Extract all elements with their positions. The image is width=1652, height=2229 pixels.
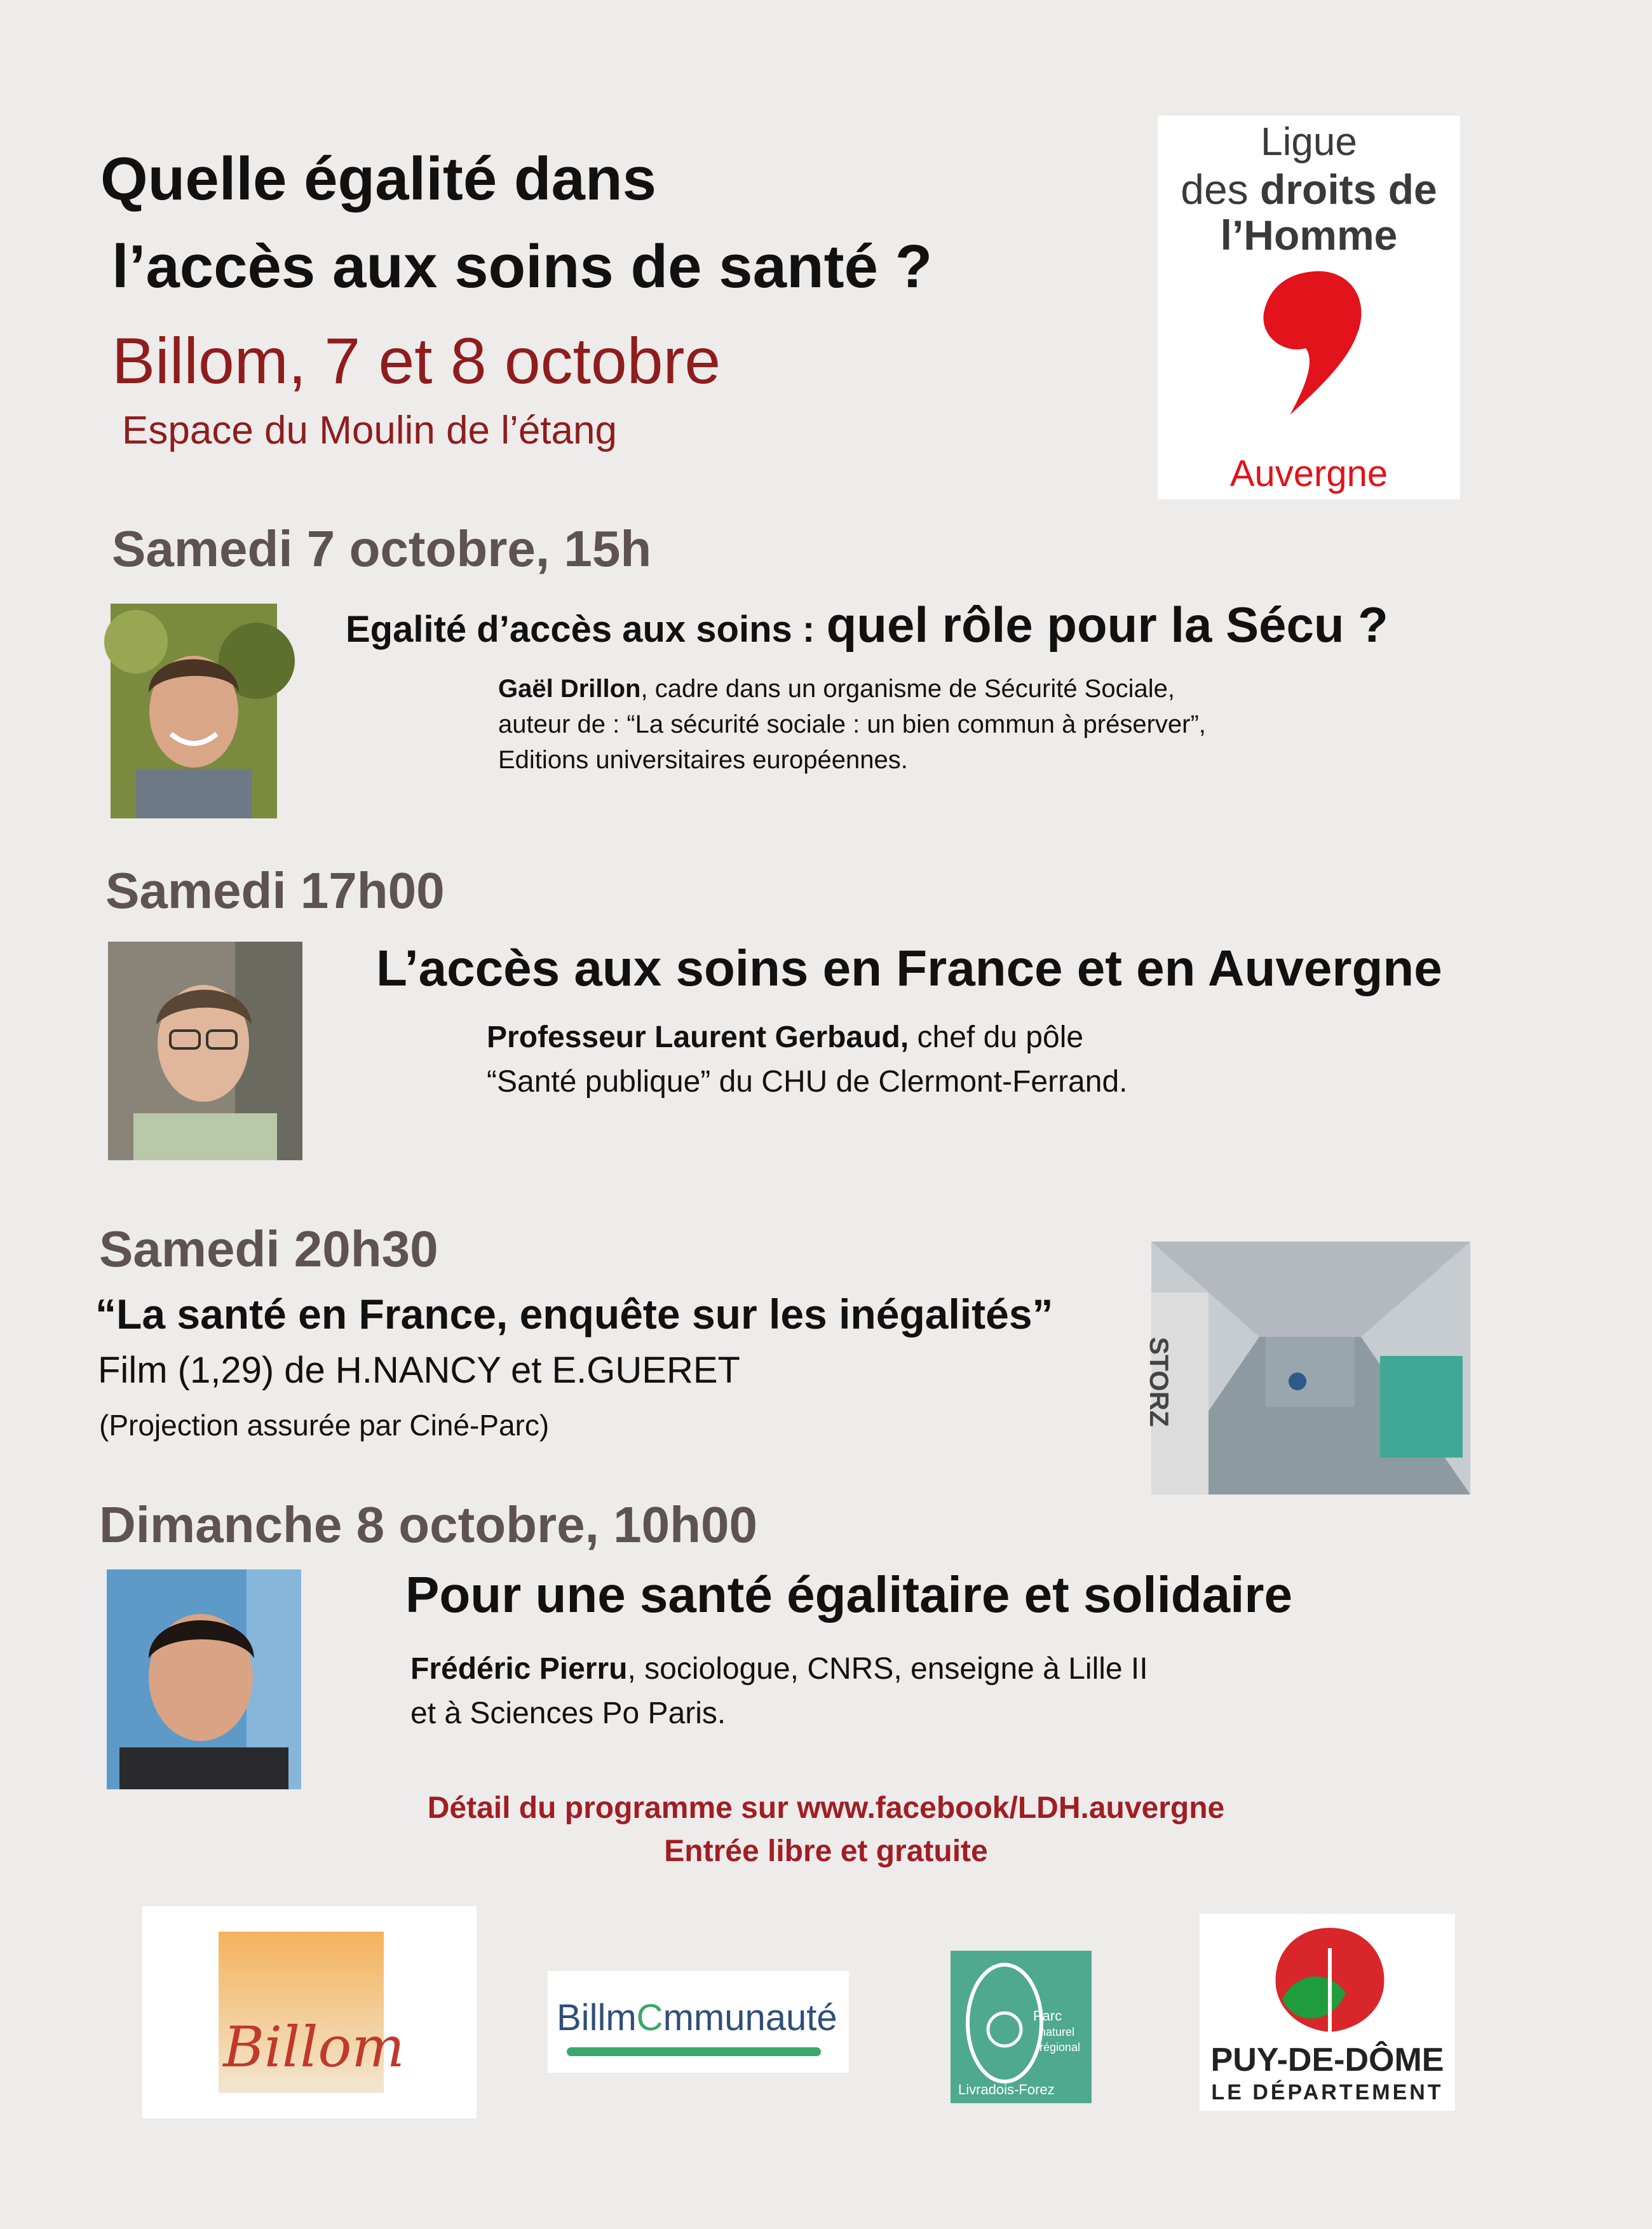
entry-free: Entrée libre et gratuite (664, 1834, 988, 1868)
session-3-film: Film (1,29) de H.NANCY et E.GUERET (98, 1350, 740, 1391)
session-2-speaker-line2: “Santé publique” du CHU de Clermont-Ferrand. (487, 1065, 1128, 1099)
session-1-speaker-line3: Editions universitaires européennes. (498, 746, 908, 774)
ldh-logo-region: Auvergne (1229, 453, 1388, 494)
session-2-time: Samedi 17h00 (105, 862, 445, 919)
ldh-logo-line3: l’Homme (1220, 212, 1398, 259)
session-2-speaker-line1 (487, 1015, 1127, 1060)
speaker-photo-drillon (111, 604, 277, 818)
session-2-topic: L’accès aux soins en France et en Auvergne (376, 940, 1442, 996)
session-3-projection: (Projection assurée par Ciné-Parc) (99, 1409, 550, 1442)
session-4-topic: Pour une santé égalitaire et solidaire (405, 1566, 1293, 1623)
session-2-speaker-name: Professeur Laurent Gerbaud, (487, 1020, 909, 1054)
ldh-logo (1158, 116, 1460, 499)
puy-de-dome-logo (1200, 1914, 1455, 2111)
session-1-speaker (498, 671, 1206, 778)
session-1-speaker-text1: , cadre dans un organisme de Sécurité Sociale, (640, 675, 1175, 703)
session-1-topic (346, 596, 1388, 668)
parc-text-3: régional (1039, 2041, 1081, 2054)
session-1-speaker-line2: auteur de : “La sécurité sociale : un bien commun à préserver”, (498, 710, 1206, 738)
hospital-photo (1144, 1242, 1470, 1494)
session-3-topic: “La santé en France, enquête sur les inégalités” (95, 1291, 1053, 1338)
billom-communaute-logo (548, 1971, 849, 2073)
parc-text-2: naturel (1039, 2026, 1075, 2038)
puy-de-dome-leaf-icon (1269, 1923, 1390, 2037)
ldh-logo-line2-bold: droits de (1260, 166, 1437, 213)
parc-livradois-forez-logo (951, 1951, 1092, 2103)
parc-text-1: Parc (1033, 2008, 1062, 2024)
session-2-speaker-text1: chef du pôle (909, 1020, 1084, 1054)
communaute-part-a: Bill (557, 1997, 606, 2038)
communaute-part-d: mmunauté (663, 1997, 837, 2038)
poster-title-line1: Quelle égalité dans (100, 145, 656, 213)
venue: Espace du Moulin de l’étang (122, 409, 617, 452)
speaker-photo-gerbaud (108, 942, 302, 1160)
ldh-logo-line2-regular: des (1181, 166, 1261, 213)
billom-logo (142, 1906, 477, 2118)
session-3-time: Samedi 20h30 (99, 1221, 438, 1277)
session-4-speaker-name: Frédéric Pierru (410, 1652, 628, 1686)
storz-label: STORZ (1144, 1337, 1174, 1427)
ldh-bird-icon (1245, 266, 1372, 418)
session-4-speaker (410, 1647, 1148, 1736)
communaute-part-b: m (606, 1997, 637, 2038)
parc-text-4: Livradois-Forez (958, 2082, 1055, 2097)
communaute-swoosh (567, 2047, 821, 2056)
ldh-logo-line2 (1158, 165, 1460, 213)
puy-de-dome-name: PUY-DE-DÔME (1210, 2042, 1444, 2078)
ldh-logo-line1: Ligue (1261, 120, 1357, 164)
poster-title-line2: l’accès aux soins de santé ? (112, 233, 933, 301)
session-1-speaker-line1 (498, 671, 1206, 707)
session-2-speaker (487, 1015, 1127, 1104)
puy-de-dome-subtitle: LE DÉPARTEMENT (1211, 2080, 1444, 2104)
session-1-time: Samedi 7 octobre, 15h (112, 520, 652, 577)
session-4-speaker-line1 (410, 1647, 1148, 1691)
session-4-speaker-text1: , sociologue, CNRS, enseigne à Lille II (627, 1652, 1148, 1686)
program-details-link[interactable]: Détail du programme sur www.facebook/LDH.auvergne (427, 1791, 1225, 1825)
speaker-photo-pierru (107, 1569, 301, 1789)
billom-logo-text: Billom (223, 2014, 405, 2080)
session-1-topic-main: quel rôle pour la Sécu ? (826, 597, 1388, 653)
city-date: Billom, 7 et 8 octobre (112, 325, 721, 397)
billom-communaute-text (557, 1996, 837, 2039)
session-1-topic-prefix: Egalité d’accès aux soins : (346, 609, 815, 650)
communaute-part-c: C (636, 1997, 663, 2038)
session-4-time: Dimanche 8 octobre, 10h00 (99, 1496, 757, 1553)
session-4-speaker-line2: et à Sciences Po Paris. (410, 1697, 726, 1730)
session-1-speaker-name: Gaël Drillon (498, 675, 641, 703)
